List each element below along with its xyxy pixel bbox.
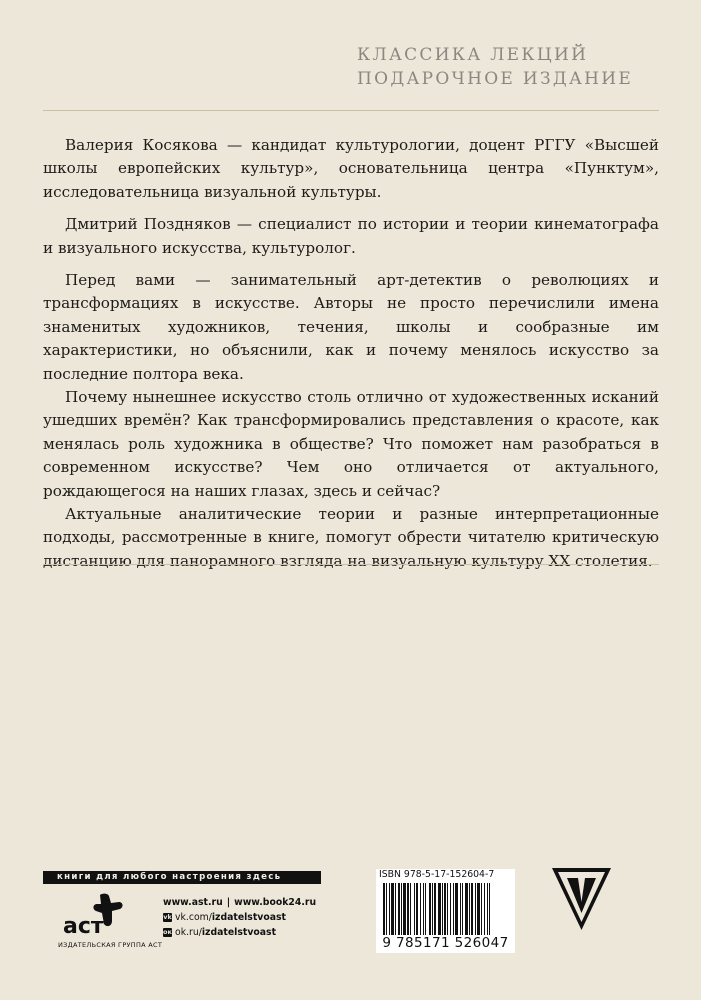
barcode-area: [376, 869, 515, 953]
link-separator: |: [226, 897, 231, 908]
link-ast[interactable]: www.ast.ru: [163, 897, 223, 908]
barcode-bar: [442, 883, 443, 935]
ok-handle: izdatelstvoast: [201, 927, 277, 938]
barcode-bar: [416, 883, 418, 935]
ast-logo-text: аст: [63, 914, 104, 939]
barcode-bar: [401, 883, 402, 935]
description-paragraph: Почему нынешнее искусство столь отлично от художественных исканий ушедших времён? Как трансформировались представления о красоте, как менялась роль художника в обществе? Что поможет нам разобраться в современном искусстве? Чем оно отличается от актуального, рождающегося на наших глазах, здесь и сейчас?: [43, 388, 659, 500]
barcode-bar: [475, 883, 476, 935]
barcode-bar: [489, 883, 490, 935]
barcode-bar: [414, 883, 415, 935]
barcode-bar: [420, 883, 421, 935]
vk-icon: vk: [163, 913, 172, 921]
vk-prefix: vk.com/: [175, 912, 212, 923]
vk-handle: izdatelstvoast: [211, 912, 286, 923]
barcode-bar: [477, 883, 480, 935]
ok-prefix: ok.ru/: [175, 927, 202, 938]
isbn-number: ISBN 978-5-17-152604-7: [379, 869, 495, 880]
description-paragraph: Актуальные аналитические теории и разные интерпретационные подходы, рассмотренные в книге, помогут обрести читателю критическую дистанцию для панорамного взгляда на визуальную культуру ХХ столетия.: [43, 505, 659, 570]
barcode-bar: [403, 883, 406, 935]
barcode-bar: [429, 883, 431, 935]
barcode-bar: [447, 883, 448, 935]
description-paragraph: Перед вами — занимательный арт-детектив о революциях и трансформациях в искусстве. Авторы не просто перечислили имена знаменитых художников, течения, школы и сообразные им характеристики, но объяснили, как и почему менялось искусство за последние полтора века.: [43, 271, 659, 383]
barcode-bar: [444, 883, 446, 935]
barcode-bar: [453, 883, 454, 935]
barcode-bar: [481, 883, 482, 935]
barcode-icon: [379, 883, 512, 935]
barcode-bar: [383, 883, 385, 935]
series-line-1: КЛАССИКА ЛЕКЦИЙ: [357, 45, 589, 65]
web-links-row: [163, 895, 316, 910]
vk-link-row[interactable]: [163, 910, 316, 925]
barcode-digits: 9 785171 526047: [382, 935, 509, 951]
author-paragraph: Дмитрий Поздняков — специалист по истории и теории кинематографа и визуального искусства, культуролог.: [43, 215, 659, 257]
barcode-bar: [450, 883, 451, 935]
barcode-bar: [471, 883, 473, 935]
publisher-name: ИЗДАТЕЛЬСКАЯ ГРУППА АСТ: [58, 941, 163, 949]
publisher-tagline: книги для любого настроения здесь: [43, 871, 321, 884]
barcode-bar: [432, 883, 433, 935]
series-line-2: ПОДАРОЧНОЕ ИЗДАНИЕ: [357, 69, 634, 89]
barcode-bar: [434, 883, 436, 935]
bottom-divider: [43, 564, 659, 565]
barcode-bar: [410, 883, 411, 935]
barcode-bar: [465, 883, 468, 935]
barcode-bar: [389, 883, 390, 935]
ok-link-row[interactable]: [163, 925, 316, 940]
barcode-bar: [460, 883, 461, 935]
barcode-bar: [423, 883, 424, 935]
description-block: [43, 269, 659, 573]
top-divider: [43, 110, 659, 111]
barcode-bar: [391, 883, 394, 935]
author-paragraph: Валерия Косякова — кандидат культурологии, доцент РГГУ «Высшей школы европейских культур», основательница центра «Пунктум», исследовательница визуальной культуры.: [43, 136, 659, 201]
publisher-links: [163, 895, 316, 940]
barcode-bar: [395, 883, 396, 935]
ok-icon: ок: [163, 928, 172, 936]
series-title: [357, 43, 633, 91]
authors-block: [43, 134, 659, 260]
ast-logo-icon: [62, 893, 124, 939]
barcode-bar: [484, 883, 485, 935]
v-logo-icon: [550, 866, 613, 932]
barcode-bar: [407, 883, 409, 935]
barcode-bar: [386, 883, 387, 935]
barcode-bar: [425, 883, 426, 935]
barcode-bar: [438, 883, 441, 935]
barcode-bar: [398, 883, 400, 935]
barcode-bar: [487, 883, 488, 935]
barcode-bar: [469, 883, 470, 935]
barcode-bar: [462, 883, 463, 935]
link-book24[interactable]: www.book24.ru: [234, 897, 317, 908]
barcode-bar: [455, 883, 458, 935]
